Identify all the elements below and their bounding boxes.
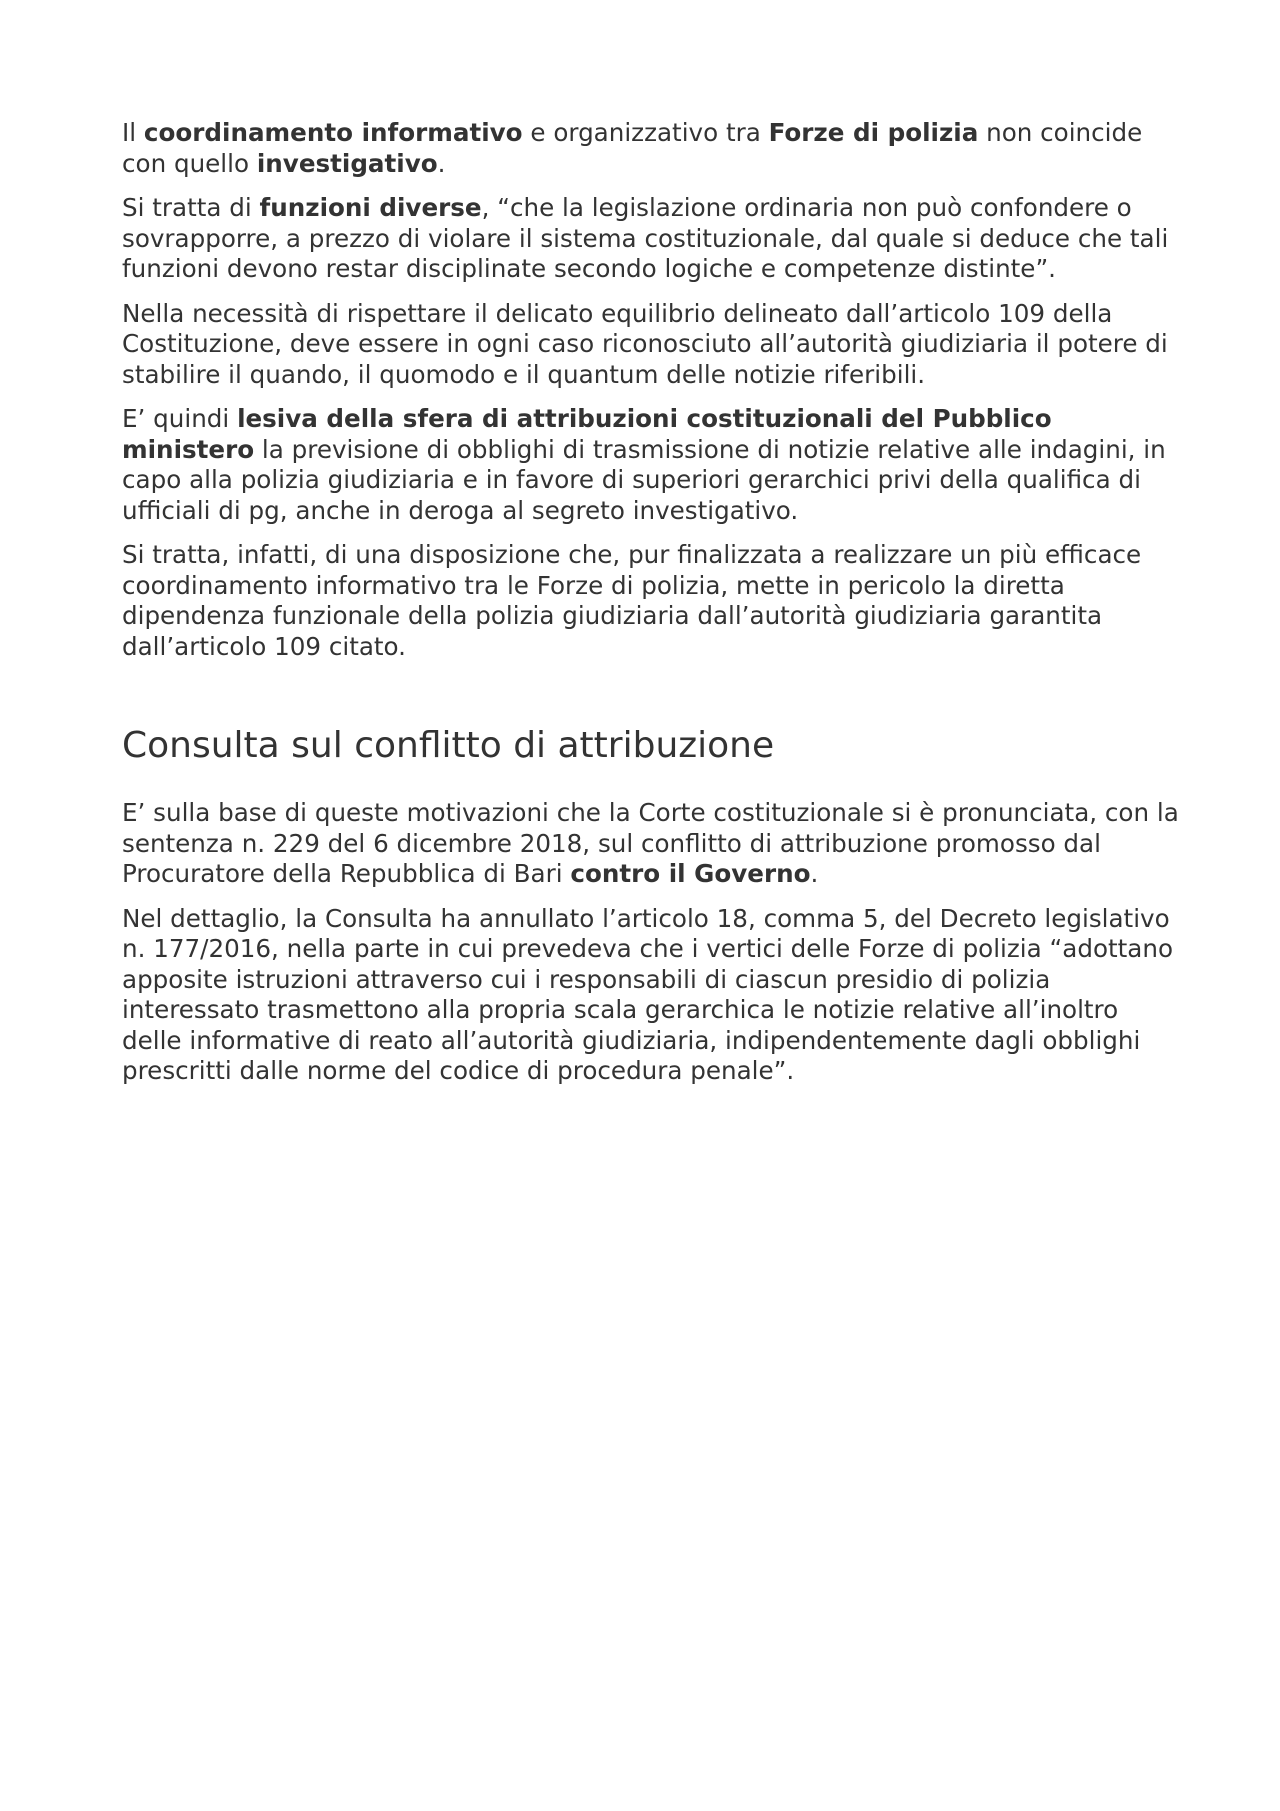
bold-run: Forze di polizia <box>768 118 979 147</box>
text-run: non coincide con quello <box>122 118 1143 178</box>
text-run: Nel dettaglio, la Consulta ha annullato l’articolo 18, comma 5, del Decreto legislativo n. 177/2016, nella parte in cui prevedeva che i vertici delle Forze di polizia “adottano apposite istruzioni attraverso cui i responsabili di ciascun presidio di polizia interessato trasmettono alla propria scala gerarchica le notizie relative all’inoltro delle informative di reato all’autorità giudiziaria, indipendentemente dagli obblighi prescritti dalle norme del codice di procedura penale”. <box>122 903 1173 1085</box>
paragraph-4 <box>122 404 1184 526</box>
section-heading: Consulta sul conflitto di attribuzione <box>122 725 775 766</box>
paragraph-6 <box>122 798 1184 890</box>
text-run: , “che la legislazione ordinaria non può confondere o sovrapporre, a prezzo di violare il sistema costituzionale, dal quale si deduce che tali funzioni devono restar disciplinate secondo logiche e competenze distinte”. <box>122 193 1169 283</box>
text-run: E’ quindi <box>122 404 238 433</box>
bold-run: investigativo <box>256 148 438 178</box>
text-run: Si tratta di <box>122 193 260 222</box>
bold-run: lesiva della sfera di attribuzioni costituzionali del Pubblico ministero <box>122 404 1052 464</box>
text-run: Il <box>122 118 144 147</box>
document-page <box>122 118 1184 1101</box>
paragraph-2 <box>122 193 1184 285</box>
paragraph-5 <box>122 540 1184 662</box>
text-run: Si tratta, infatti, di una disposizione che, pur finalizzata a realizzare un più efficace coordinamento informativo tra le Forze di polizia, mette in pericolo la diretta dipendenza funzionale della polizia giudiziaria dall’autorità giudiziaria garantita dall’articolo 109 citato. <box>122 540 1142 661</box>
bold-run: coordinamento informativo <box>143 118 523 147</box>
text-run: . <box>437 148 446 178</box>
text-run: E’ sulla base di queste motivazioni che la Corte costituzionale si è pronunciata, con la sentenza n. 229 del 6 dicembre 2018, sul conflitto di attribuzione promosso dal Procuratore della Repubblica di Bari <box>122 798 1179 888</box>
paragraph-3 <box>122 299 1184 391</box>
paragraph-1 <box>122 118 1184 179</box>
text-run: e organizzativo tra <box>522 118 769 147</box>
text-run: . <box>810 859 819 888</box>
bold-run: funzioni diverse <box>259 193 482 222</box>
text-run: Nella necessità di rispettare il delicato equilibrio delineato dall’articolo 109 della Costituzione, deve essere in ogni caso riconosciuto all’autorità giudiziaria il potere di stabilire il quando, il quomodo e il quantum delle notizie riferibili. <box>122 298 1168 389</box>
text-run: la previsione di obblighi di trasmissione di notizie relative alle indagini, in capo alla polizia giudiziaria e in favore di superiori gerarchici privi della qualifica di ufficiali di pg, anche in deroga al segreto investigativo. <box>122 434 1166 525</box>
paragraph-7 <box>122 904 1184 1087</box>
bold-run: contro il Governo <box>570 859 811 888</box>
